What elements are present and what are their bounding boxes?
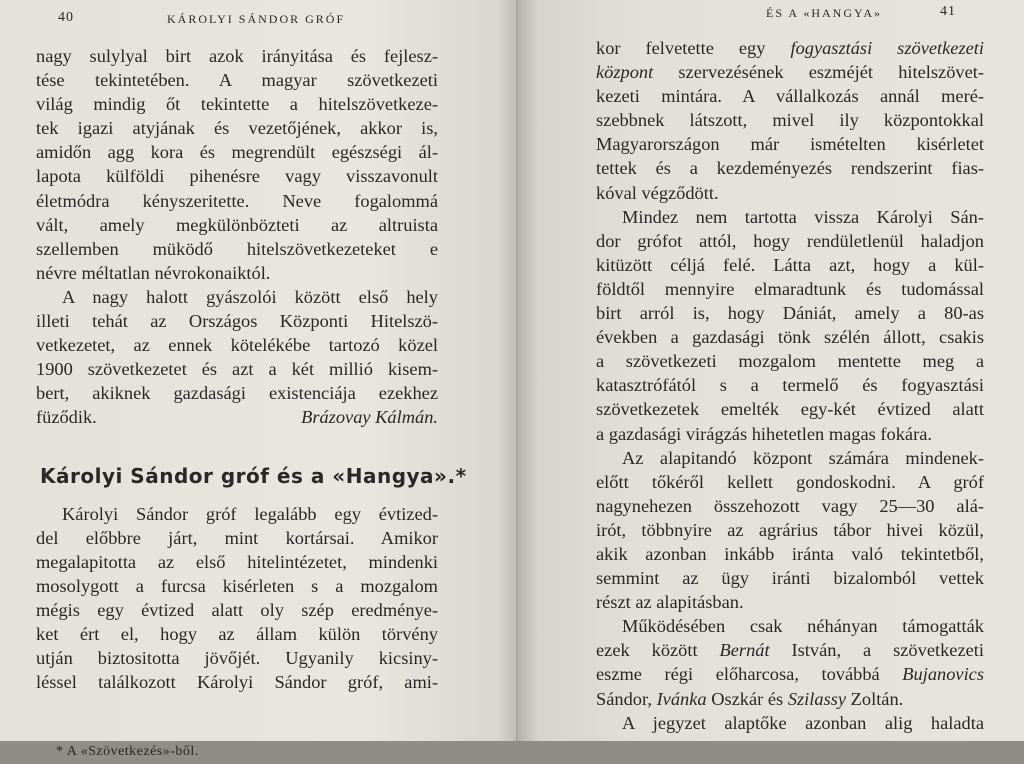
text-line: utján biztositotta jövőjét. Ugyanily kicsiny- (36, 648, 438, 669)
text-line: amidőn agg kora és megrendült egészségi ál- (36, 142, 438, 163)
text-line: Az alapitandó központ számára mindenek- (622, 447, 984, 468)
paragraph-denmark (596, 205, 984, 446)
paragraph-section-start (36, 502, 438, 695)
text-line: megalapitotta az első hitelintézetet, mindenki (36, 551, 438, 572)
text-line: földtől mennyire elmaradtunk és tudomással (596, 278, 984, 299)
text-line: ket ért el, hogy az állam külön törvény (36, 624, 438, 645)
text-line: semmint az ügy iránti bizalomból vettek (596, 568, 984, 589)
paragraph-capital (596, 446, 984, 615)
text-span: kor felvetette egy (596, 38, 791, 58)
text-line: illeti tehát az Országos Központi Hitelszö- (36, 311, 438, 332)
paragraph-final (596, 711, 984, 735)
text-line: lapota külföldi pihenésre vagy visszavonult (36, 166, 438, 187)
text-line: vetkezetet, az ennek kötelékébe tartozó közel (36, 335, 438, 356)
emphasis-text: Bujanovics (902, 664, 984, 685)
paragraph-supporters (596, 614, 984, 710)
text-line: szövetkezetek emelték egy-két évtized alatt (596, 399, 984, 420)
text-line: kitüzött céljá felé. Látta azt, hogy a kül- (596, 254, 984, 275)
paragraph-continuation (596, 36, 984, 205)
text-line: előtt tőkéről kellett gondoskodni. A gróf (596, 471, 984, 492)
text-line: tettek és a kezdeményezés rendszerint fias- (596, 158, 984, 179)
page-number-left: 40 (58, 10, 74, 25)
text-span: ezek között (596, 640, 720, 661)
paragraph-continuation (36, 44, 438, 285)
text-line: kezeti mintára. A vállalkozás annál meré- (596, 86, 984, 107)
text-line: életmódra kényszeritette. Neve fogalommá (36, 190, 438, 211)
text-line (596, 36, 984, 60)
text-span: szervezésének eszméjét hitelszövet- (653, 62, 984, 83)
text-line (596, 60, 984, 84)
text-line: bert, akiknek gazdasági existenciája ezekhez (36, 383, 438, 404)
text-line (596, 662, 984, 686)
text-line: katasztrófától s a termelő és fogyasztási (596, 375, 984, 396)
text-line: füződik. (36, 407, 97, 428)
running-head-left: KÁROLYI SÁNDOR GRÓF (167, 12, 346, 26)
text-line: nagy sulylyal birt azok irányitása és fejlesz- (36, 46, 438, 66)
emphasis-text: Ivánka (656, 688, 707, 709)
right-page (518, 0, 1024, 741)
text-line: Működésében csak néhányan támogatták (622, 616, 984, 637)
text-line: irót, többnyire az agrárius tábor hivei közül, (596, 519, 984, 540)
left-page-body (36, 44, 467, 764)
text-line: szellemben müködő hitelszövetkezeteket e (36, 238, 438, 259)
text-span: Oszkár és (706, 688, 788, 709)
text-line: tek igazi atyjának és vezetőjének, akkor is, (36, 118, 438, 139)
footnote: * A «Szövetkezés»-ből. (56, 744, 199, 760)
paragraph-mourners (36, 285, 438, 430)
emphasis-text: Szilassy (787, 688, 847, 709)
text-line: Mindez nem tartotta vissza Károlyi Sán- (622, 206, 984, 227)
text-line: akik azonban inkább iránta való tekintetből, (596, 543, 984, 564)
text-line: világ mindig őt tekintette a hitelszövetkeze- (36, 94, 438, 115)
text-span: István, a szövetkezeti (769, 640, 984, 661)
text-line: névre méltatlan névrokonaiktól. (36, 262, 271, 283)
right-page-body (596, 36, 984, 735)
author-signature: Brázovay Kálmán. (301, 407, 438, 428)
text-line: nagynehezen összehozott vagy 25—30 alá- (596, 495, 984, 516)
text-line: a szövetkezeti mozgalom mentette meg a (596, 351, 984, 372)
emphasis-text: központ (596, 62, 654, 83)
text-line: kóval végződött. (596, 182, 719, 203)
text-span: Sándor, (596, 688, 657, 709)
signature-line (36, 405, 438, 429)
text-line: dor grófot attól, hogy rendületlenül haladjon (596, 230, 984, 251)
running-head-right: ÉS A «HANGYA» (766, 6, 883, 20)
text-line: mosolygott a furcsa kisérleten s a mozgalom (36, 575, 438, 596)
text-line: a gazdasági virágzás hihetetlen magas fokára. (596, 423, 932, 444)
text-line: tése tekintetében. A magyar szövetkezeti (36, 70, 438, 91)
text-line (596, 638, 984, 662)
text-line: léssel találkozott Károlyi Sándor gróf, ami- (36, 672, 438, 693)
emphasis-text: fogyasztási szövetkezeti (790, 38, 984, 58)
text-line: Magyarországon már ismételten kisérletet (596, 134, 984, 155)
text-line: szebbnek látszott, mivel ily központokkal (596, 110, 984, 131)
text-line: birt arról is, hogy Dániát, amely a 80-as (596, 303, 984, 324)
text-line: vált, amely megkülönbözteti az altruista (36, 214, 438, 235)
left-page-header (36, 8, 518, 34)
text-line: években a gazdasági tönk szélén állott, csakis (596, 327, 984, 348)
text-line: 1900 szövetkezetet és azt a két millió kisem- (36, 359, 438, 380)
text-line: A nagy halott gyászolói között első hely (62, 286, 438, 307)
emphasis-text: Bernát (719, 640, 770, 661)
text-span: eszme régi előharcosa, továbbá (596, 664, 903, 685)
text-span: Zoltán. (846, 688, 904, 709)
text-line (596, 687, 984, 711)
section-heading: Károlyi Sándor gróf és a «Hangya».* (40, 463, 467, 488)
page-number-right: 41 (940, 4, 956, 19)
text-line: Károlyi Sándor gróf legalább egy évtized- (62, 503, 438, 524)
text-line: A jegyzet alaptőke azonban alig haladta (622, 712, 984, 733)
text-line: mégis egy évtized alatt oly szép eredménye- (36, 599, 438, 620)
text-line: részt az alapitásban. (596, 592, 744, 613)
text-line: del előbbre járt, mint kortársai. Amikor (36, 527, 438, 548)
